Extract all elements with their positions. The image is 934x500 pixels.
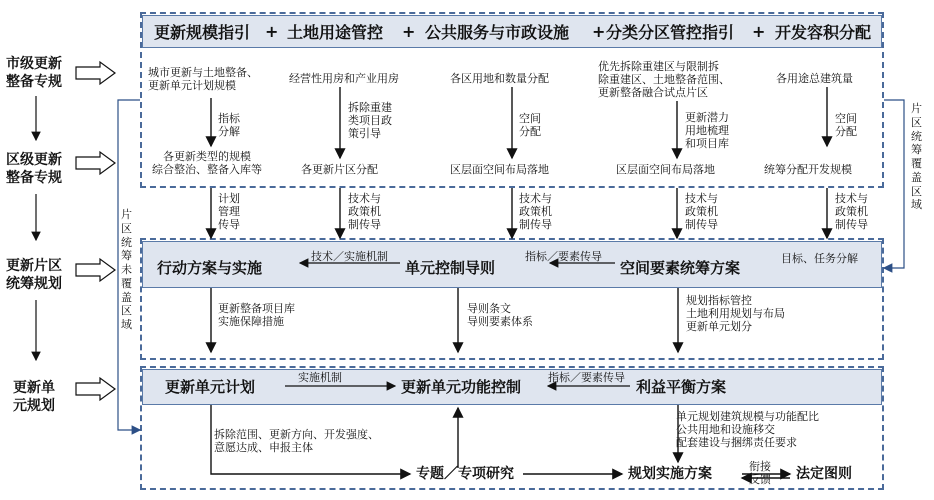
mid-desc-3: 规划指标管控 土地利用规划与布局 更新单元划分 [686,294,785,334]
c1-bottom: 各更新类型的规模 综合整治、整备入库等 [152,150,262,177]
c5-arrow-label: 空间 分配 [835,112,857,139]
c3-bottom: 区层面空间布局落地 [450,163,549,176]
unit-plan: 更新单元计划 [165,378,256,396]
action-plan: 行动方案与实施 [157,259,263,277]
c4-arrow-label: 更新潜力 用地梳理 和项目库 [685,111,729,151]
level-city: 市级更新 整备专规 [6,56,62,90]
left-side-label: 片 区 统 筹 未 覆 盖 区 域 [121,208,132,331]
c2-arrow-label: 拆除重建 类项目政 策引导 [348,101,392,141]
c2-bottom: 各更新片区分配 [301,163,378,176]
c3-top: 各区用地和数量分配 [450,72,549,85]
mid-conn-4: 技术与 政策机 制传导 [685,192,718,232]
top-item-public: 公共服务与市政设施 [425,23,570,42]
mid-conn-3: 技术与 政策机 制传导 [519,192,552,232]
c4-bottom: 区层面空间布局落地 [616,163,715,176]
hollow-arrow-unit [76,378,115,400]
impl-plan: 规划实施方案 [628,466,712,482]
c1-arrow-label: 指标 分解 [218,112,240,139]
c5-top: 各用途总建筑量 [776,72,853,85]
plus-2: + [402,22,416,41]
mid-conn-2: 技术与 政策机 制传导 [348,192,381,232]
plus-3: + [592,22,606,41]
bottom-desc-1: 拆除范围、更新方向、开发强度、 意愿达成、申报主体 [214,428,379,455]
index-transfer-bottom: 指标／要素传导 [548,371,625,384]
benefit-balance: 利益平衡方案 [636,378,727,396]
index-transfer-mid: 指标／要素传导 [525,250,602,263]
c1-top: 城市更新与土地整备、 更新单元计划规模 [148,66,258,93]
hollow-arrow-district [76,152,115,174]
mid-conn-1: 计划 管理 传导 [218,192,240,232]
bottom-desc-3: 单元规划建筑规模与功能配比 公共用地和设施移交 配套建设与捆绑责任要求 [676,410,819,450]
unit-function-control: 更新单元功能控制 [401,378,522,396]
plus-1: + [265,22,279,41]
spatial-plan: 空间要素统筹方案 [620,259,741,277]
impl-mechanism-label: 实施机制 [298,371,342,384]
unit-guide: 单元控制导则 [405,259,496,277]
hollow-arrow-city [76,62,115,84]
c4-top: 优先拆除重建区与限制拆 除重建区、土地整备范围、 更新整备融合试点片区 [598,60,730,100]
level-area: 更新片区 统筹规划 [6,258,62,292]
link-feedback: 衔接 反馈 [749,460,771,487]
legal-plan: 法定图则 [796,466,852,482]
mid-desc-1: 更新整备项目库 实施保障措施 [218,302,295,329]
mid-conn-5: 技术与 政策机 制传导 [835,192,868,232]
level-unit: 更新单 元规划 [13,380,55,414]
top-item-capacity: 开发容积分配 [775,23,872,42]
top-item-landuse: 土地用途管控 [287,23,384,42]
topic-research: 专题／专项研究 [416,466,514,482]
tech-mechanism-label: 技术／实施机制 [311,250,388,263]
top-item-zoning: 分类分区管控指引 [606,23,735,42]
right-side-label: 片 区 统 筹 覆 盖 区 域 [911,102,922,212]
level-district: 区级更新 整备专规 [6,152,62,186]
target-task-label: 目标、任务分解 [781,252,858,265]
c5-bottom: 统筹分配开发规模 [764,163,852,176]
c2-top: 经营性用房和产业用房 [289,72,399,85]
hollow-arrow-area [76,259,115,281]
c3-arrow-label: 空间 分配 [519,112,541,139]
plus-4: + [752,22,766,41]
mid-desc-2: 导则条文 导则要素体系 [467,302,533,329]
top-item-scale: 更新规模指引 [154,23,251,42]
